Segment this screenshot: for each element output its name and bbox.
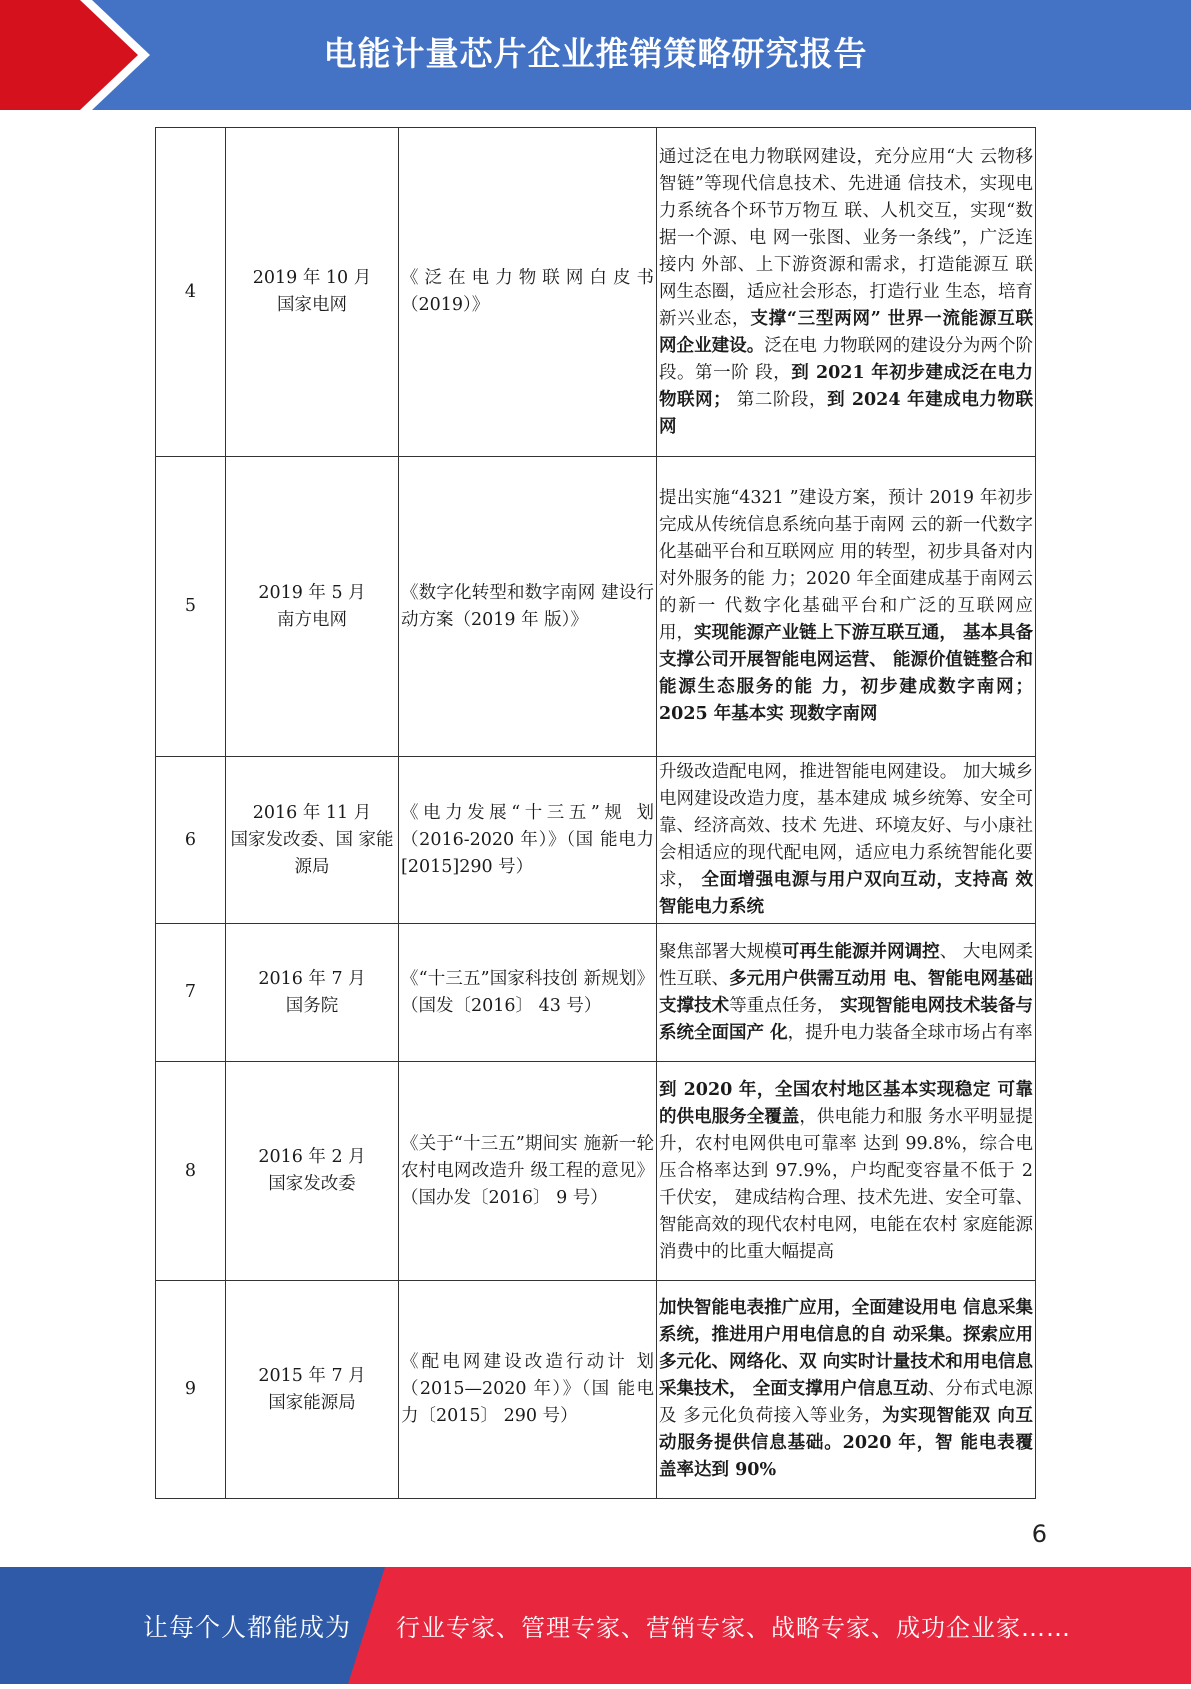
policy-content: 通过泛在电力物联网建设，充分应用“大 云物移智链”等现代信息技术、先进通 信技术，实现电力系统各个环节万物互 联、人机交互，实现“数据一个源、电 网一张图、业务一条线”，广泛连接内 外部、上下游资源和需求，打造能源互 联网生态圈，适应社会形态，打造行业 生态，培育新兴业态，支撑“三型两网” 世界一流能源互联网企业建设。泛在电 力物联网的建设分为两个阶段。第一阶 段，到 2021 年初步建成泛在电力物联网； 第二阶段，到 2024 年建成电力物联网 — [657, 128, 1036, 457]
report-title: 电能计量芯片企业推销策略研究报告 — [323, 34, 868, 73]
row-number: 8 — [156, 1062, 226, 1281]
issuing-org: 国家发改委 — [268, 1174, 356, 1194]
issue-date: 2019 年 10 月 — [252, 268, 372, 288]
page-footer — [0, 1567, 1191, 1684]
policy-content: 加快智能电表推广应用，全面建设用电 信息采集系统，推进用户用电信息的自 动采集。探索应用多元化、网络化、双 向实时计量技术和用电信息采集技术， 全面支撑用户信息互动、分布式电源及 多元化负荷接入等业务，为实现智能双 向互动服务提供信息基础。2020 年，智 能电表覆盖率达到 90% — [657, 1281, 1036, 1499]
issuing-org: 国家电网 — [277, 295, 347, 315]
policy-content: 提出实施“4321 ”建设方案，预计 2019 年初步完成从传统信息系统向基于南网 云的新一代数字化基础平台和互联网应 用的转型，初步具备对内对外服务的能 力；2020 年全面建成基于南网云的新一 代数字化基础平台和广泛的互联网应 用，实现能源产业链上下游互联互通， 基本具备支撑公司开展智能电网运营、 能源价值链整合和能源生态服务的能 力，初步建成数字南网；2025 年基本实 现数字南网 — [657, 457, 1036, 757]
document-name: 《关于“十三五”期间实 施新一轮农村电网改造升 级工程的意见》（国办发〔2016〕 9 号） — [399, 1062, 657, 1281]
header-arrow-decoration — [0, 0, 150, 110]
document-name: 《数字化转型和数字南网 建设行动方案（2019 年 版）》 — [399, 457, 657, 757]
row-number: 6 — [156, 757, 226, 924]
table-row — [156, 1281, 1036, 1499]
footer-slogan-right: 行业专家、管理专家、营销专家、战略专家、成功企业家…… — [396, 1614, 1071, 1642]
issue-date: 2016 年 2 月 — [258, 1147, 366, 1167]
table-row — [156, 1062, 1036, 1281]
table-row — [156, 128, 1036, 457]
issue-date: 2016 年 11 月 — [252, 802, 372, 823]
issue-date-org — [226, 924, 399, 1062]
row-number: 7 — [156, 924, 226, 1062]
issue-date-org — [226, 128, 399, 457]
row-number: 5 — [156, 457, 226, 757]
policy-table — [155, 127, 1036, 1499]
issuing-org: 国务院 — [285, 995, 339, 1016]
document-name: 《“十三五”国家科技创 新规划》（国发〔2016〕 43 号） — [399, 924, 657, 1062]
issue-date: 2015 年 7 月 — [258, 1365, 366, 1386]
issue-date: 2019 年 5 月 — [258, 582, 366, 603]
document-name: 《电力发展“十三五”规 划（2016-2020 年）》（国 能电力[2015]290 号） — [399, 757, 657, 924]
footer-slogan-left: 让每个人都能成为 — [143, 1613, 352, 1642]
issuing-org: 南方电网 — [277, 609, 347, 630]
issue-date-org — [226, 457, 399, 757]
row-number: 4 — [156, 128, 226, 457]
issue-date-org — [226, 1062, 399, 1281]
issue-date-org — [226, 1281, 399, 1499]
issuing-org: 国家能源局 — [268, 1392, 356, 1413]
document-name: 《配电网建设改造行动计 划（2015—2020 年）》（国 能电力〔2015〕 290 号） — [399, 1281, 657, 1499]
issue-date-org — [226, 757, 399, 924]
table-row — [156, 924, 1036, 1062]
table-row — [156, 757, 1036, 924]
page-header — [0, 0, 1191, 110]
policy-content: 聚焦部署大规模可再生能源并网调控、 大电网柔性互联、多元用户供需互动用 电、智能电网基础支撑技术等重点任务， 实现智能电网技术装备与系统全面国产 化，提升电力装备全球市场占有率 — [657, 924, 1036, 1062]
page-number: 6 — [1031, 1520, 1047, 1548]
document-name: 《泛在电力物联网白皮书（2019）》 — [399, 128, 657, 457]
issuing-org: 国家发改委、国 家能源局 — [230, 829, 394, 877]
issue-date: 2016 年 7 月 — [258, 968, 366, 989]
policy-content: 到 2020 年，全国农村地区基本实现稳定 可靠的供电服务全覆盖，供电能力和服 务水平明显提升，农村电网供电可靠率 达到 99.8%，综合电压合格率达到 97.9%，户均配变容量不低于 2 千伏安， 建成结构合理、技术先进、安全可靠、 智能高效的现代农村电网，电能在农村 家庭能源消费中的比重大幅提高 — [657, 1062, 1036, 1281]
table-row — [156, 457, 1036, 757]
policy-content: 升级改造配电网，推进智能电网建设。 加大城乡电网建设改造力度，基本建成 城乡统筹、安全可靠、经济高效、技术 先进、环境友好、与小康社会相适应的现代配电网，适应电力系统智能化要求， 全面增强电源与用户双向互动，支持高 效智能电力系统 — [657, 757, 1036, 924]
row-number: 9 — [156, 1281, 226, 1499]
